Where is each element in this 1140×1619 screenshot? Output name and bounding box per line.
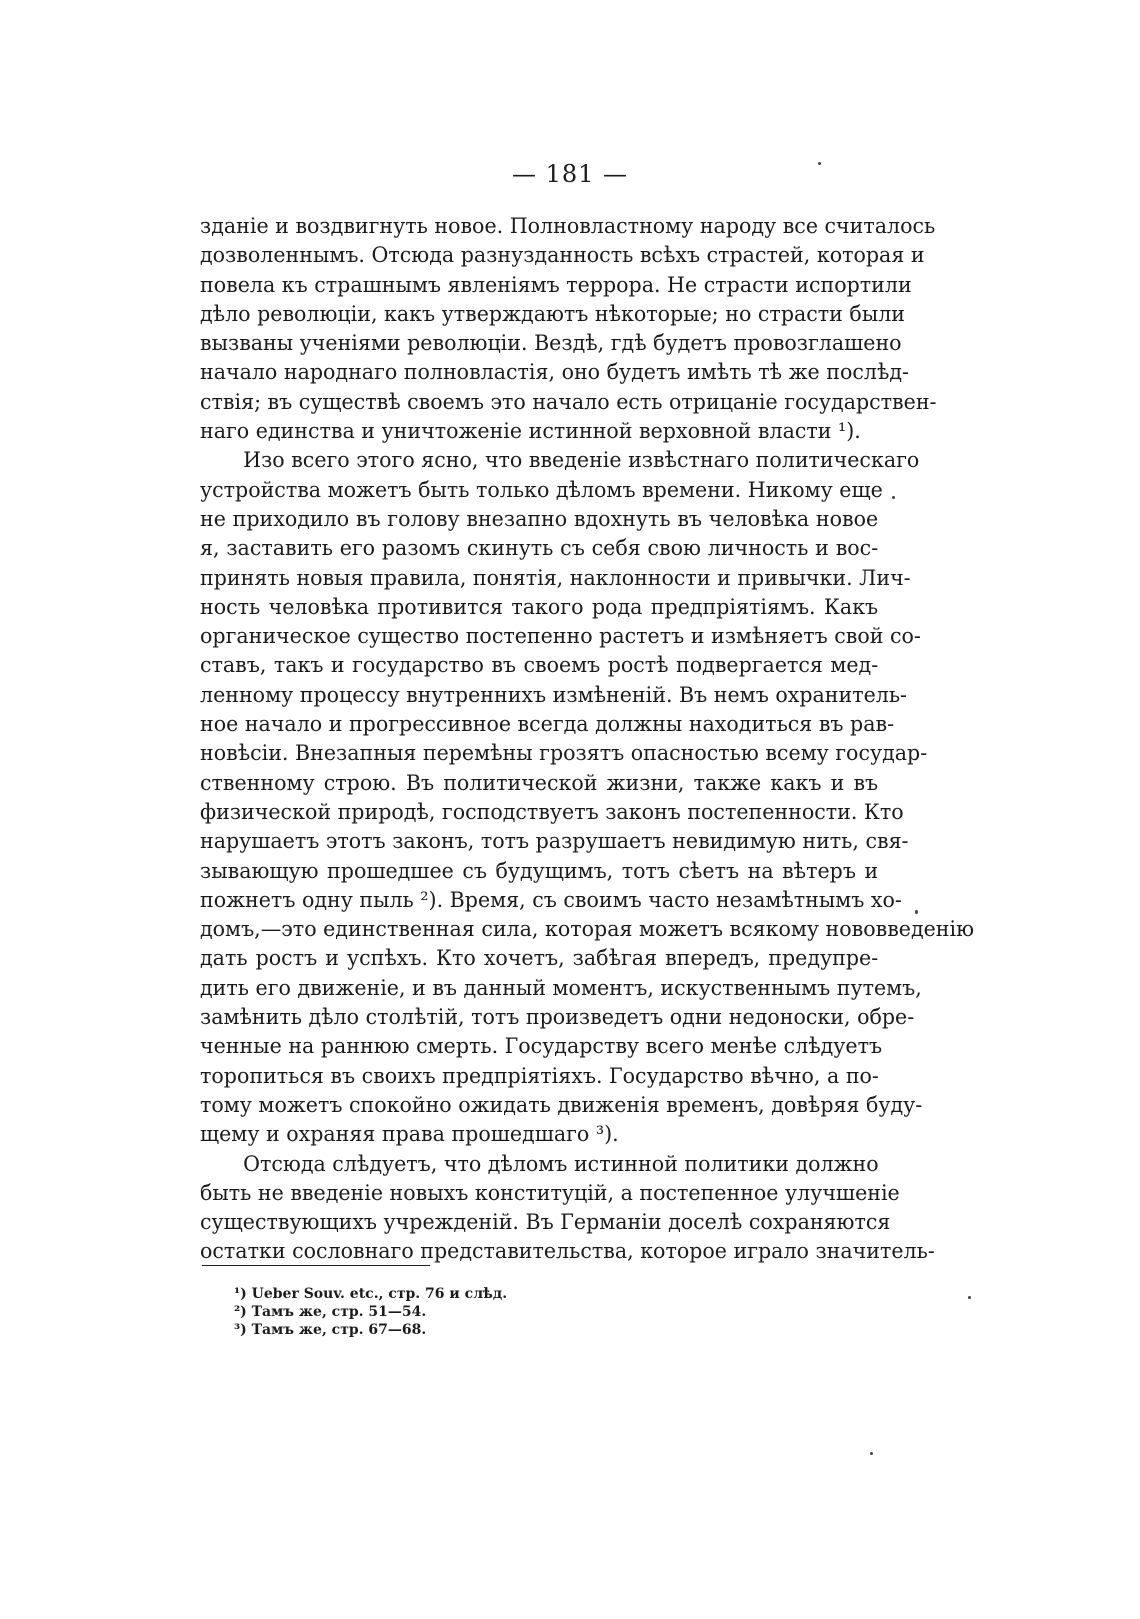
text-line: Изо всего этого ясно, что введеніе извѣстнаго политическаго (243, 448, 920, 473)
text-line: замѣнить дѣло столѣтій, тотъ произведетъ одни недоноски, обре- (200, 1005, 915, 1030)
text-line: нарушаетъ этотъ законъ, тотъ разрушаетъ невидимую нить, свя- (200, 829, 909, 854)
scan-speck (968, 1296, 971, 1299)
footnote-divider (202, 1265, 430, 1266)
paragraph-3 (200, 1150, 935, 1267)
text-line: принять новыя правила, понятія, наклонности и привычки. Лич- (200, 565, 911, 590)
text-line: ленному процессу внутреннихъ измѣненій. Въ немъ охранитель- (200, 682, 908, 707)
text-line: физической природѣ, господствуетъ законъ постепенности. Кто (200, 799, 904, 824)
footnote-1: ¹) Ueber Souv. etc., стр. 76 и слѣд. (234, 1286, 508, 1302)
scan-speck (892, 496, 895, 499)
scan-speck (915, 910, 918, 914)
footnote-2: ²) Тамъ же, стр. 51—54. (234, 1304, 427, 1320)
text-line: Отсюда слѣдуетъ, что дѣломъ истинной политики должно (243, 1151, 879, 1176)
text-line: дѣло революціи, какъ утверждаютъ нѣкоторые; но страсти были (200, 301, 906, 326)
text-line: ченные на раннюю смерть. Государству всего менѣе слѣдуетъ (200, 1034, 883, 1059)
text-line: существующихъ учрежденій. Въ Германіи доселѣ сохраняются (200, 1210, 891, 1235)
text-line: дозволеннымъ. Отсюда разнузданность всѣхъ страстей, которая и (200, 243, 925, 268)
text-line: домъ,—это единственная сила, которая можетъ всякому нововведенію (200, 917, 975, 942)
text-line: дить его движеніе, и въ данный моментъ, искуственнымъ путемъ, (200, 975, 922, 1000)
text-line: ственному строю. Въ политической жизни, также какъ и въ (200, 770, 879, 795)
text-line: повела къ страшнымъ явленіямъ террора. Не страсти испортили (200, 272, 912, 297)
text-line: начало народнаго полновластія, оно будетъ имѣть тѣ же послѣд- (200, 360, 909, 385)
footnote-3: ³) Тамъ же, стр. 67—68. (234, 1322, 427, 1338)
text-line: дать ростъ и успѣхъ. Кто хочетъ, забѣгая впередъ, предупре- (200, 946, 879, 971)
text-line: органическое существо постепенно растетъ и измѣняетъ свой со- (200, 624, 921, 649)
paragraph-2 (200, 446, 975, 1149)
text-line: ствія; въ существѣ своемъ это начало есть отрицаніе государствен- (200, 389, 937, 414)
paragraph-1 (200, 212, 937, 446)
text-line: тому можетъ спокойно ожидать движенія временъ, довѣряя буду- (200, 1092, 923, 1117)
page-number: — 181 — (511, 160, 629, 188)
text-line: зданіе и воздвигнуть новое. Полновластному народу все считалось (200, 214, 936, 238)
text-line: не приходило въ голову внезапно вдохнуть въ человѣка новое (200, 506, 879, 531)
body-text (200, 212, 975, 1267)
text-line: щему и охраняя права прошедшаго ³). (200, 1122, 619, 1147)
text-line: остатки сословнаго представительства, которое играло значитель- (200, 1239, 935, 1264)
text-line: я, заставить его разомъ скинуть съ себя свою личность и вос- (200, 536, 879, 561)
scan-speck (870, 1452, 873, 1455)
scan-speck (818, 162, 821, 165)
text-line: устройства можетъ быть только дѣломъ времени. Никому еще (200, 477, 883, 502)
text-line: ставъ, такъ и государство въ своемъ ростѣ подвергается мед- (200, 653, 879, 678)
text-line: зывающую прошедшее съ будущимъ, тотъ сѣетъ на вѣтеръ и (200, 858, 879, 883)
text-line: ное начало и прогрессивное всегда должны находиться въ рав- (200, 712, 895, 737)
text-line: новѣсіи. Внезапныя перемѣны грозятъ опасностью всему государ- (200, 741, 928, 766)
text-line: пожнетъ одну пыль ²). Время, съ своимъ часто незамѣтнымъ хо- (200, 887, 902, 912)
text-line: ность человѣка противится такого рода предпріятіямъ. Какъ (200, 594, 879, 619)
text-line: вызваны ученіями революціи. Вездѣ, гдѣ будетъ провозглашено (200, 331, 902, 356)
text-line: торопиться въ своихъ предпріятіяхъ. Государство вѣчно, а по- (200, 1063, 879, 1088)
text-line: наго единства и уничтоженіе истинной верховной власти ¹). (200, 419, 861, 444)
footnotes (234, 1285, 654, 1339)
text-line: быть не введеніе новыхъ конституцій, а постепенное улучшеніе (200, 1180, 900, 1205)
